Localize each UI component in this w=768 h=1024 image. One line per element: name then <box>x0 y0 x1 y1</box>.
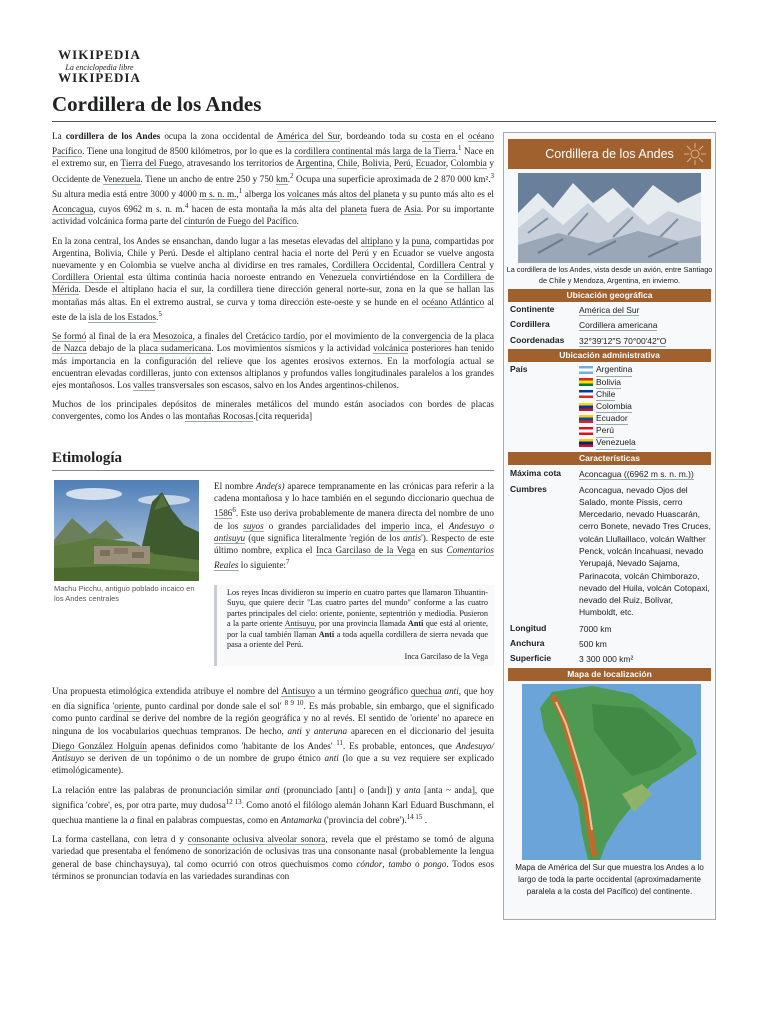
country-link[interactable]: Bolivia <box>596 376 621 389</box>
inline-link[interactable]: suyos <box>243 520 264 531</box>
row-maxima-cota <box>508 468 711 480</box>
citation-link[interactable]: 11 <box>336 738 344 747</box>
citation-link[interactable]: 3 <box>490 171 494 180</box>
inline-link[interactable]: placa de Nazca <box>52 331 495 354</box>
machu-picchu-image[interactable] <box>54 480 199 581</box>
flag-icon <box>579 366 593 374</box>
quote-text: Los reyes Incas dividieron su imperio en cuatro partes que llamaron Tihuantin-Suyu, que quiere decir "Las cuatro partes del mundo" conforme a las cuatro partes principales del cielo: oriente, poniente, septentrión y mediodía. Pusieron a la parte oriente Antisuyu, por una provincia llamada Anti que está al oriente, por la cual también llaman Anti a toda aquella cordillera de sierra nevada que pasa a oriente del Perú. <box>227 588 488 650</box>
inline-link[interactable]: altiplano <box>360 235 393 246</box>
inline-link[interactable]: Venezuela <box>102 173 141 184</box>
south-america-map[interactable] <box>522 684 701 860</box>
citation-link[interactable]: 5 <box>158 309 162 318</box>
inline-link[interactable]: Cordillera de Mérida <box>52 272 494 295</box>
country-item <box>579 437 711 449</box>
country-item <box>579 425 711 437</box>
continente-link[interactable]: América del Sur <box>579 305 640 315</box>
longitud-value: 7000 km <box>579 623 612 634</box>
etimologia-paragraph-4: La forma castellana, con letra d y consonante oclusiva alveolar sonora, revela que el préstamo se tomó de alguna variedad que presentaba el fenómeno de sonorización de oclusivas tras una consonante nasal (probablemente la lengua general de base chinchaysuya), tal como ocurrió con otros quechuismos como cóndor, tambo o pongo. Todos esos términos se pronuncian todavía en las variedades surandinas con <box>52 834 495 881</box>
inline-link[interactable]: cinturón de Fuego del Pacífico <box>183 216 297 227</box>
citation-link[interactable]: 2 <box>290 171 294 180</box>
coordenadas-link[interactable]: 32°39′12″S 70°00′42″O <box>579 335 667 346</box>
inline-link[interactable]: América del Sur <box>276 131 341 141</box>
infobox-title-text: Cordillera de los Andes <box>545 147 674 161</box>
flag-icon <box>579 427 593 435</box>
inline-link[interactable]: Cretácico tardío <box>245 331 305 342</box>
inline-link[interactable]: volcánica <box>373 343 409 354</box>
inline-link[interactable]: océano Pacífico <box>52 131 495 157</box>
country-link[interactable]: Colombia <box>596 400 632 413</box>
logo-wordmark-2: WIKIPEDIA <box>58 70 141 85</box>
row-longitud <box>508 623 711 635</box>
inline-link[interactable]: oriente <box>114 701 140 712</box>
continente-label: Continente <box>510 304 555 314</box>
section-divider <box>52 470 494 471</box>
row-pais <box>508 364 711 449</box>
machu-picchu-figure <box>54 480 199 604</box>
country-item <box>579 376 711 388</box>
row-continente <box>508 304 711 316</box>
pais-label: País <box>510 363 528 374</box>
inline-link[interactable]: Diego González Holguín <box>52 740 147 751</box>
intro-paragraph-1: La cordillera de los Andes ocupa la zona occidental de América del Sur, bordeando toda su costa en el océano Pacífico. Tiene una longitud de 8500 kilómetros, por lo que es la cordillera continental más larga de la Tierra.$^1$ Nace en el extremo sur, en Tierra del Fuego, atravesando los territorios de Argentina, Chile, Bolivia, Perú, Ecuador, Colombia y Occidente de Venezuela. Tiene un ancho de entre 250 y 750 km.$^2$ Ocupa una superficie aproximada de 2 870 000 km².$^3$ Su altura media está entre 3000 y 4000 m s. n. m.,$^1$ alberga los volcanes más altos del planeta y su punto más alto es el Aconcagua, cuyos 6962 m s. n. m.$^4$ hacen de esta montaña la más alta del planeta fuera de Asia. Por su importante actividad volcánica forma parte del cinturón de Fuego del Pacífico. <box>52 131 495 227</box>
row-cordillera <box>508 319 711 331</box>
intro-paragraph-3: Se formó al final de la era Mesozoica, a finales del Cretácico tardío, por el movimiento de la convergencia de la placa de Nazca debajo de la placa sudamericana. Los movimientos sísmicos y la actividad volcánica posteriores han tenido más importancia en la configuración del relieve que los agentes erosivos externos. En la morfología actual se encuentran elevadas cordilleras, junto con extensos altiplanos y profundos valles longitudinales paralelos a los grandes ejes montañosos. Los valles transversales son escasos, salvo en los Andes argentinos-chilenos. <box>52 331 495 390</box>
citation-link[interactable]: 1 <box>457 144 462 153</box>
inline-link[interactable]: volcanes más altos del planeta <box>287 189 400 199</box>
citation-link[interactable]: 14 15 <box>406 813 423 822</box>
country-item <box>579 388 711 400</box>
flag-icon <box>579 403 593 411</box>
inline-link[interactable]: quechua <box>410 686 442 696</box>
row-superficie <box>508 653 711 665</box>
superficie-label: Superficie <box>510 653 552 664</box>
inline-link[interactable]: isla de los Estados <box>88 311 157 322</box>
inline-link[interactable]: Comentarios Reales <box>214 545 495 571</box>
inline-link[interactable]: consonante oclusiva alveolar sonora <box>187 834 326 845</box>
inline-link[interactable]: costa <box>421 131 441 141</box>
inline-link[interactable]: Antisuyo <box>281 686 315 696</box>
intro-section <box>52 130 494 430</box>
section-heading-etimologia: Etimología <box>52 450 122 466</box>
cordillera-link[interactable]: Cordillera americana <box>579 320 658 331</box>
country-link[interactable]: Venezuela <box>596 436 636 449</box>
citation-link[interactable]: 8 9 10 <box>284 699 304 708</box>
logo-tagline: La enciclopedia libre <box>65 63 134 72</box>
inline-link[interactable]: Antisuyu <box>284 619 315 629</box>
inline-link[interactable]: Cordillera Occidental <box>332 260 413 271</box>
cordillera-label: Cordillera <box>510 319 550 330</box>
flag-icon <box>579 390 593 398</box>
inline-link[interactable]: Perú <box>393 158 411 169</box>
row-anchura <box>508 638 711 650</box>
page-title: Cordillera de los Andes <box>52 92 262 116</box>
inline-link[interactable]: placa sudamericana <box>138 343 212 354</box>
inline-link[interactable]: Asia <box>404 204 421 215</box>
inline-link[interactable]: convergencia <box>402 331 452 342</box>
longitud-label: Longitud <box>510 622 547 633</box>
inline-link[interactable]: océano Atlántico <box>421 296 485 307</box>
machu-picchu-caption: Machu Picchu, antiguo poblado incaico en los Andes centrales <box>54 584 195 603</box>
inline-link[interactable]: Tierra del Fuego <box>120 158 182 169</box>
country-link[interactable]: Argentina <box>596 363 632 376</box>
section-header-map: Mapa de localización <box>508 668 711 681</box>
garcilaso-quote <box>214 585 494 666</box>
inline-link[interactable]: km <box>276 173 288 184</box>
inline-link[interactable]: Cordillera Oriental <box>52 272 124 283</box>
inline-link[interactable]: Bolivia <box>362 158 390 169</box>
intro-paragraph-4: Muchos de los principales depósitos de minerales metálicos del mundo están asociados con bordes de placas convergentes, como los Andes o las montañas Rocosas.[cita requerida] <box>52 399 494 422</box>
intro-paragraph-2: En la zona central, los Andes se ensanchan, dando lugar a las mesetas elevadas del altiplano y la puna, compartidas por Argentina, Bolivia, Chile y Perú. Desde el altiplano central hacia el norte del Perú y en Ecuador se vuelve angosta nuevamente y en Colombia se vuelve ancha al dividirse en tres ramales, Cordillera Occidental, Cordillera Central y Cordillera Oriental esta última continúa hacia noroeste entrando en Venezuela convirtiéndose en la Cordillera de Mérida. Desde el altiplano hacia el sur, la cordillera tiene dirección general norte-sur, zona en la que se hallan las montañas más altas. En el extremo austral, se curva y toma dirección este-oeste y se hunde en el océano Atlántico al este de la isla de los Estados.$^5$ <box>52 235 494 322</box>
inline-link[interactable]: imperio inca <box>381 520 430 531</box>
paises-list <box>579 364 711 449</box>
inline-link[interactable]: cordillera continental más larga de la Tierra <box>294 146 456 157</box>
infobox-title <box>508 139 711 169</box>
inline-link[interactable]: Aconcagua <box>52 204 94 215</box>
inline-link[interactable]: montañas Rocosas <box>185 411 254 422</box>
flag-icon <box>579 439 593 447</box>
cumbres-value[interactable]: Aconcagua, nevado Ojos del Salado, monte Pissis, cerro Mercedario, nevado Huascarán, cerro Bonete, nevado Tres Cruces, volcán Llullaillaco, volcán Walther Penck, volcán Incahuasi, nevado Yerupajá, Nevado Sajama, Parinacota, volcán Chimborazo, nevado del Huila, volcán Cotopaxi, nevado del Ruiz, Bolívar, Humboldt, etc. <box>579 484 711 618</box>
inline-link[interactable]: Se formó <box>52 331 87 342</box>
sun-icon <box>683 142 707 166</box>
logo-wordmark: WIKIPEDIA <box>58 47 141 62</box>
infobox <box>503 132 716 920</box>
inline-link[interactable]: puna <box>411 235 430 246</box>
etimologia-body <box>52 685 494 889</box>
andes-image-caption: La cordillera de los Andes, vista desde un avión, entre Santiago de Chile y Mendoza, Argentina, en invierno. <box>506 265 713 285</box>
coordenadas-label: Coordenadas <box>510 334 565 345</box>
inline-link[interactable]: m s. n. m. <box>199 189 237 199</box>
andes-aerial-image[interactable] <box>518 173 701 263</box>
citation-link[interactable]: 12 13 <box>225 797 242 806</box>
inline-link[interactable]: valles <box>133 379 155 390</box>
etimologia-paragraph-2: Una propuesta etimológica extendida atribuye el nombre del Antisuyo a un término geográfico quechua anti, que hoy en día significa 'oriente, punto cardinal por donde sale el sol' $^{8 9 10}$. Es más probable, sin embargo, que el significado como punto cardinal se derive del nombre de la región geográfica y no al revés. El sentido de 'oriente' no aparece en ninguna de los vocabularios quechuas tempranos. De hecho, anti y anteruna aparecen en el diccionario del jesuita Diego González Holguín apenas definidos como 'habitante de los Andes' $^{11}$. Es probable, entonces, que Andesuyo/ Antisuyo se deriven de un topónimo o de un nombre de grupo étnico anti (lo que a su vez requiere ser explicado etimológicamente). <box>52 686 495 776</box>
title-divider <box>52 121 716 122</box>
country-item <box>579 400 711 412</box>
citation-link[interactable]: 7 <box>285 558 290 567</box>
section-header-geo: Ubicación geográfica <box>508 289 711 302</box>
maxima-label: Máxima cota <box>510 468 562 479</box>
wikipedia-logo[interactable] <box>52 47 147 84</box>
citation-link[interactable]: 1 <box>238 186 243 195</box>
etimologia-paragraph-1: El nombre Ande(s) aparece tempranamente en las crónicas para referir a la cadena montañosa y lo hace también en el segundo diccionario quechua de 1586$^6$. Este uso deriva probablemente de manera directa del nombre de uno de los suyos o grandes parcialidades del imperio inca, el Andesuyo o antisuyu (que significa literalmente 'región de los antis'). Respecto de este último nombre, explica el Inca Garcilaso de la Vega en sus Comentarios Reales lo siguiente:$^7$ <box>214 481 495 571</box>
flag-icon <box>579 415 593 423</box>
citation-link[interactable]: 4 <box>184 202 189 211</box>
anchura-value: 500 km <box>579 639 607 650</box>
superficie-value: 3 300 000 km² <box>579 654 634 665</box>
row-coordenadas <box>508 335 711 347</box>
map-caption: Mapa de América del Sur que muestra los Andes a lo largo de toda la parte occidental (aproximadamente paralela a la costa del Pacífico) del continente. <box>515 862 704 896</box>
citation-link[interactable]: 6 <box>232 506 236 515</box>
inline-link[interactable]: Chile <box>337 158 358 169</box>
section-header-admin: Ubicación administrativa <box>508 349 711 362</box>
inline-link[interactable]: Ecuador <box>415 158 446 169</box>
inline-link[interactable]: 1586 <box>214 508 233 519</box>
maxima-link[interactable]: Aconcagua ((6962 m s. n. m.)) <box>579 469 694 480</box>
inline-link[interactable]: Cordillera Central <box>418 260 486 271</box>
inline-link[interactable]: Colombia <box>450 158 487 169</box>
cumbres-label: Cumbres <box>510 483 547 494</box>
inline-link[interactable]: Argentina <box>295 158 333 169</box>
inline-link[interactable]: Inca Garcilaso de la Vega <box>316 545 416 556</box>
country-item <box>579 413 711 425</box>
row-cumbres <box>508 484 711 619</box>
country-link[interactable]: Ecuador <box>596 412 628 425</box>
country-item <box>579 364 711 376</box>
country-link[interactable]: Chile <box>596 388 615 401</box>
etimologia-paragraph-3: La relación entre las palabras de pronunciación similar anti (pronunciado [antɪ] o [andɪ]) y anta [anta ~ anda], que significa 'cobre', es, por otra parte, muy dudosa$^{12 13}$. Como anotó el filólogo alemán Johann Karl Eduard Buschmann, el quechua mantiene la a final en palabras compuestas, como en Antamarka ('provincia del cobre').$^{14 15}$ . <box>52 784 494 826</box>
flag-icon <box>579 378 593 386</box>
inline-link[interactable]: Mesozoica <box>152 331 193 342</box>
quote-attribution: Inca Garcilaso de la Vega <box>404 652 488 662</box>
inline-link[interactable]: Andesuyo o antisuyu <box>214 520 494 543</box>
inline-link[interactable]: planeta <box>340 204 367 215</box>
anchura-label: Anchura <box>510 638 545 649</box>
section-header-caracteristicas: Características <box>508 452 711 465</box>
country-link[interactable]: Perú <box>596 424 614 437</box>
